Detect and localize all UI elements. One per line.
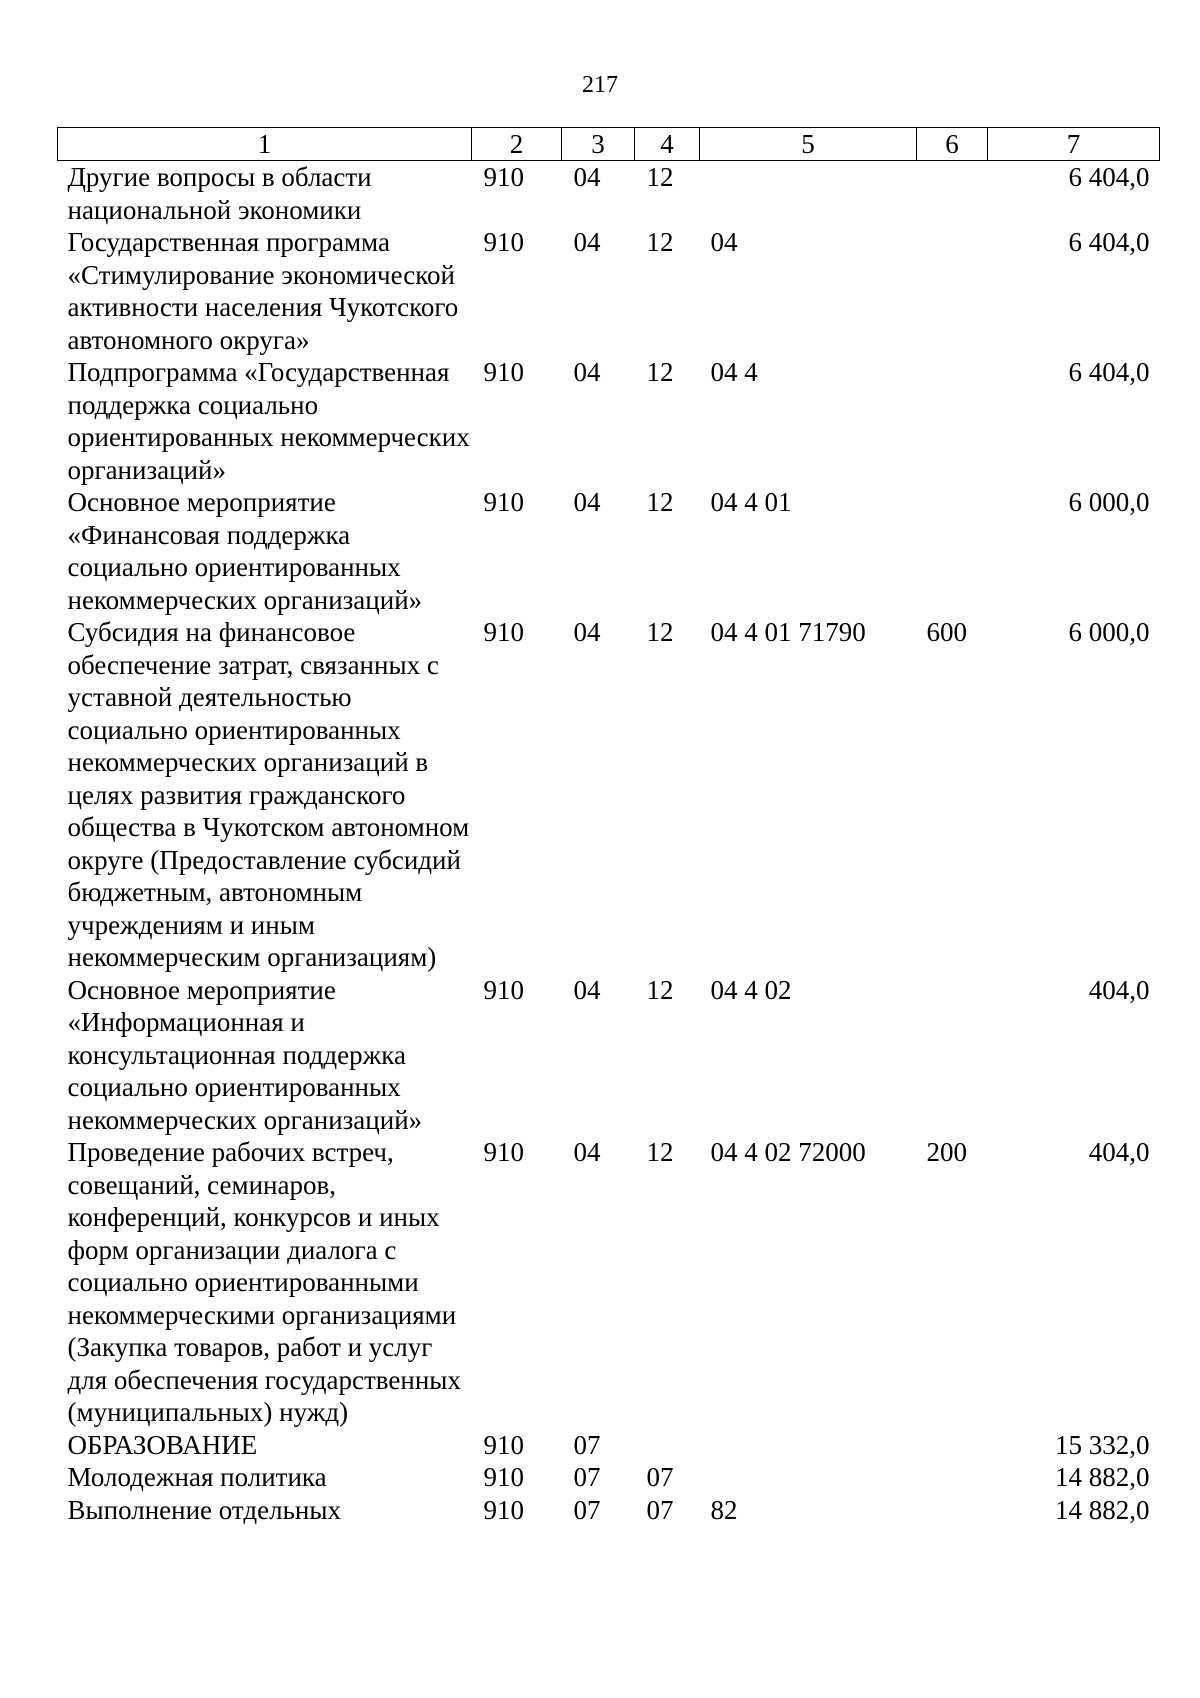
table-row bbox=[58, 1494, 1160, 1527]
row-target bbox=[700, 161, 917, 227]
header-col-3: 3 bbox=[562, 128, 635, 161]
header-row bbox=[58, 128, 1160, 161]
table-row bbox=[58, 1429, 1160, 1462]
row-section: 04 bbox=[573, 617, 601, 647]
table-row bbox=[58, 616, 1160, 974]
row-section: 07 bbox=[573, 1429, 601, 1460]
row-amount: 15 332,0 bbox=[1055, 1429, 1150, 1460]
row-amount: 14 882,0 bbox=[1055, 1462, 1150, 1492]
row-section: 04 bbox=[573, 227, 601, 257]
header-col-7: 7 bbox=[988, 128, 1160, 161]
row-subsection: 12 bbox=[646, 974, 674, 1005]
row-name: Проведение рабочих встреч, совещаний, семинаров, конференций, конкурсов и иных форм организации диалога с социально ориентированными некоммерческими организациями (Закупка товаров, работ и услуг для обеспечения государственных (муниципальных) нужд) bbox=[67, 1137, 461, 1427]
row-amount: 404,0 bbox=[1088, 974, 1150, 1005]
header-col-2: 2 bbox=[472, 128, 562, 161]
row-target: 04 4 02 bbox=[710, 974, 792, 1005]
row-expense-type bbox=[917, 974, 988, 1137]
row-expense-type bbox=[917, 226, 988, 356]
header-col-6: 6 bbox=[917, 128, 988, 161]
row-target: 04 4 01 bbox=[710, 487, 792, 517]
table-row bbox=[58, 161, 1160, 227]
row-expense-type: 600 bbox=[926, 617, 967, 647]
row-subsection: 07 bbox=[646, 1462, 674, 1492]
row-amount: 6 404,0 bbox=[1068, 162, 1150, 192]
row-name: Субсидия на финансовое обеспечение затрат, связанных с уставной деятельностью социально ориентированных некоммерческих организаций в целях развития гражданского общества в Чукотском автономном округе (Предоставление субсидий бюджетным, автономным учреждениям и иным некоммерческим организациям) bbox=[67, 617, 470, 972]
row-expense-type bbox=[917, 161, 988, 227]
row-expense-type bbox=[917, 486, 988, 616]
row-code: 910 bbox=[483, 162, 524, 192]
row-code: 910 bbox=[483, 227, 524, 257]
header-col-1: 1 bbox=[58, 128, 472, 161]
row-name: Молодежная политика bbox=[67, 1462, 327, 1492]
row-section: 04 bbox=[573, 487, 601, 517]
table-row bbox=[58, 1461, 1160, 1494]
page-number: 217 bbox=[582, 72, 618, 98]
row-amount: 14 882,0 bbox=[1055, 1494, 1150, 1525]
row-code: 910 bbox=[483, 1462, 524, 1492]
row-code: 910 bbox=[483, 1494, 524, 1525]
row-expense-type bbox=[917, 1494, 988, 1527]
row-expense-type bbox=[917, 1429, 988, 1462]
row-target: 82 bbox=[710, 1494, 738, 1525]
row-code: 910 bbox=[483, 1429, 524, 1460]
row-code: 910 bbox=[483, 617, 524, 647]
row-subsection: 12 bbox=[646, 162, 674, 192]
row-amount: 6 404,0 bbox=[1068, 357, 1150, 387]
row-name: Основное мероприятие «Информационная и консультационная поддержка социально ориентированных некоммерческих организаций» bbox=[67, 974, 423, 1135]
table-row bbox=[58, 974, 1160, 1137]
row-section: 04 bbox=[573, 974, 601, 1005]
budget-table bbox=[57, 127, 1160, 1526]
header-col-4: 4 bbox=[635, 128, 700, 161]
row-amount: 6 404,0 bbox=[1068, 227, 1150, 257]
row-target: 04 4 02 72000 bbox=[710, 1137, 866, 1167]
row-code: 910 bbox=[483, 974, 524, 1005]
row-subsection: 12 bbox=[646, 617, 674, 647]
table-row bbox=[58, 226, 1160, 356]
row-code: 910 bbox=[483, 357, 524, 387]
table-row bbox=[58, 486, 1160, 616]
row-amount: 6 000,0 bbox=[1068, 487, 1150, 517]
row-target bbox=[700, 1429, 917, 1462]
row-expense-type: 200 bbox=[926, 1137, 967, 1167]
row-name: Государственная программа «Стимулирование экономической активности населения Чукотского автономного округа» bbox=[67, 227, 459, 355]
row-subsection: 12 bbox=[646, 357, 674, 387]
row-code: 910 bbox=[483, 1137, 524, 1167]
row-code: 910 bbox=[483, 487, 524, 517]
row-section: 04 bbox=[573, 162, 601, 192]
row-section: 07 bbox=[573, 1462, 601, 1492]
row-name: Подпрограмма «Государственная поддержка социально ориентированных некоммерческих организаций» bbox=[67, 357, 470, 485]
row-amount: 6 000,0 bbox=[1068, 617, 1150, 647]
header-col-5: 5 bbox=[700, 128, 917, 161]
row-subsection: 12 bbox=[646, 227, 674, 257]
row-subsection bbox=[635, 1429, 700, 1462]
row-expense-type bbox=[917, 1461, 988, 1494]
row-target bbox=[700, 1461, 917, 1494]
row-subsection: 07 bbox=[646, 1494, 674, 1525]
table-row bbox=[58, 356, 1160, 486]
row-name: Основное мероприятие «Финансовая поддержка социально ориентированных некоммерческих организаций» bbox=[67, 487, 423, 615]
row-name: Выполнение отдельных bbox=[67, 1494, 341, 1525]
row-target: 04 4 01 71790 bbox=[710, 617, 866, 647]
row-subsection: 12 bbox=[646, 1137, 674, 1167]
row-expense-type bbox=[917, 356, 988, 486]
row-subsection: 12 bbox=[646, 487, 674, 517]
row-section: 04 bbox=[573, 1137, 601, 1167]
row-target: 04 bbox=[710, 227, 738, 257]
table-row bbox=[58, 1136, 1160, 1429]
row-section: 07 bbox=[573, 1494, 601, 1525]
row-section: 04 bbox=[573, 357, 601, 387]
row-name: Другие вопросы в области национальной экономики bbox=[67, 162, 372, 225]
row-amount: 404,0 bbox=[1088, 1137, 1150, 1167]
row-target: 04 4 bbox=[710, 357, 758, 387]
row-name: ОБРАЗОВАНИЕ bbox=[67, 1429, 258, 1460]
